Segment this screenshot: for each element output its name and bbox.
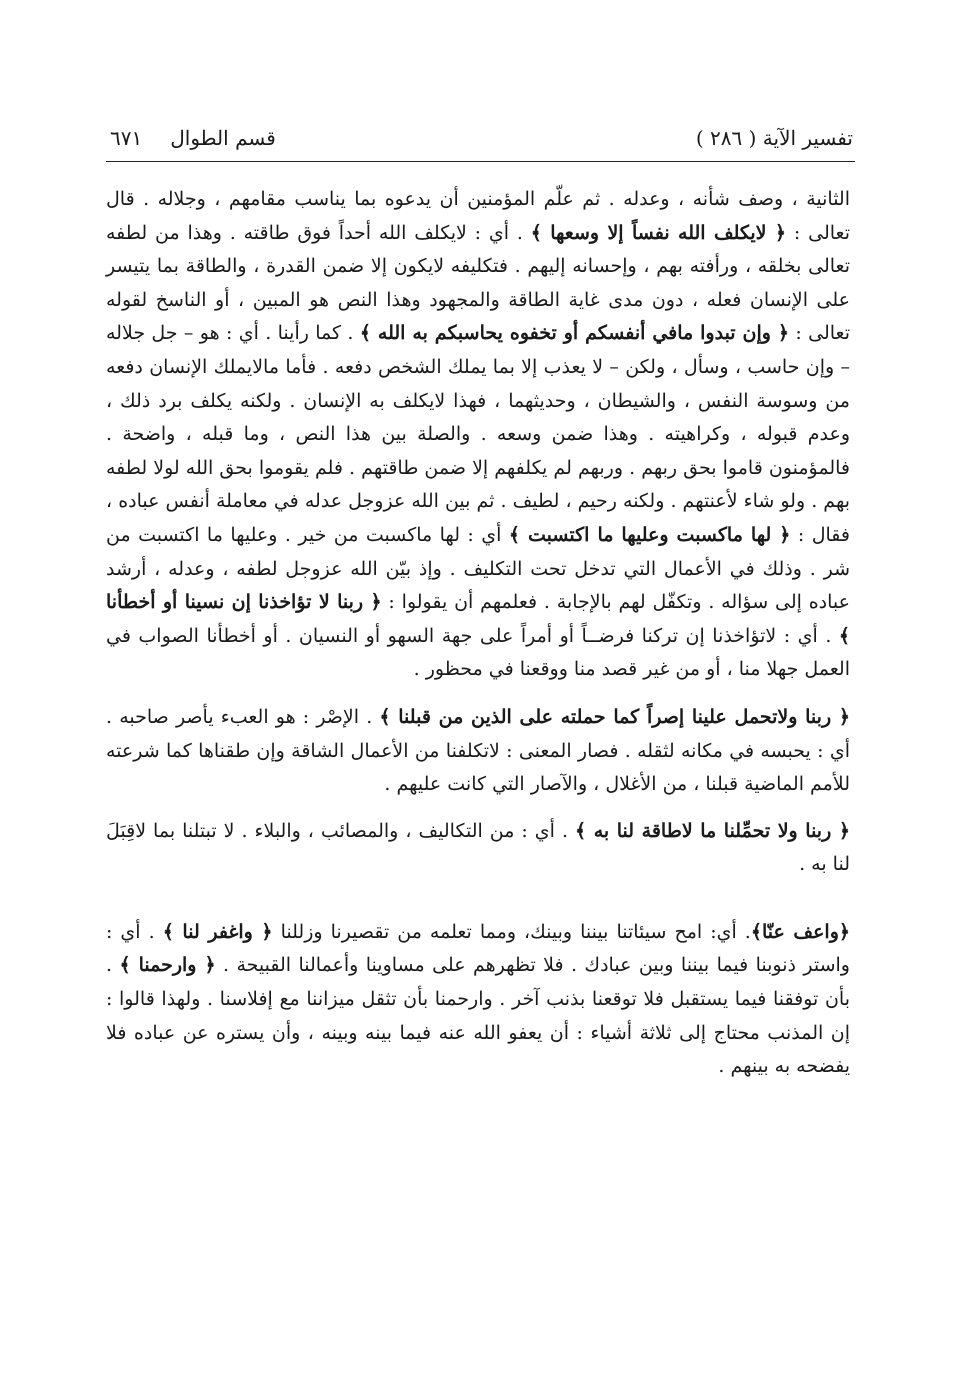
paragraph (106, 916, 850, 1084)
verse-quote: ﴿ لها ماكسبت وعليها ما اكتسبت ﴾ (508, 523, 791, 546)
commentary-text: . أي : من التكاليف ، والمصائب ، والبلاء . لا تبتلنا بما لاقِبَلَ لنا به . (106, 819, 850, 876)
paragraph (106, 701, 850, 802)
commentary-text: الثانية ، وصف شأنه ، وعدله . ثم علّم المؤمنين أن يدعوه بما يناسب مقامهم ، وجلاله . قال تعالى : (106, 188, 850, 244)
verse-quote: ﴿ ربنا لا تؤاخذنا إن نسينا أو أخطأنا ﴾ (106, 591, 850, 647)
verse-quote: ﴿ واغفر لنا ﴾ (162, 920, 273, 943)
page-number: ٦٧١ (110, 126, 143, 150)
verse-quote: ﴿ ربنا ولا تحمِّلنا ما لاطاقة لنا به ﴾ (575, 819, 850, 842)
page-header (110, 118, 853, 158)
commentary-text: . أي : لايكلف الله أحداً فوق طاقته . وهذا من لطفه تعالى بخلقه ، ورأفته بهم ، وإحسانه إليهم . فتكليفه لايكون إلا ضمن القدرة ، والطاقة بما يتيسر على الإنسان فعله ، دون مدى غاية الطاقة والمجهود وهذا النص هو المبين ، أو الناسخ لقوله تعالى : (106, 221, 850, 345)
commentary-text: أي : لها ماكسبت من خير . وعليها ما اكتسبت من شر . وذلك في الأعمال التي تدخل تحت التكليف . وإذ بيّن الله عزوجل لطفه ، وعدله ، أرشد عباده إلى سؤاله . وتكفّل لهم بالإجابة . فعلمهم أن يقولوا : (106, 523, 851, 614)
paragraph (106, 815, 850, 882)
header-rule (106, 161, 855, 162)
verse-quote: ﴿واعف عنّا﴾ (750, 920, 851, 943)
section-title: قسم الطوال (170, 126, 276, 150)
commentary-text: . بأن توفقنا فيما يستقبل فلا توقعنا بذنب آخر . وارحمنا بأن تثقل ميزاننا مع إفلاسنا . ولهذا قالوا : إن المذنب محتاج إلى ثلاثة أشياء : أن يعفو الله عنه فيما بينه وبينه ، وأن يستره عن عباده فلا يفضحه به بينهم . (106, 954, 850, 1078)
commentary-text: . أي : واستر ذنوبنا فيما بيننا وبين عبادك . فلا تظهرهم على مساوينا وأعمالنا القبيحة . (106, 920, 850, 977)
chapter-title: تفسير الآية ( ٢٨٦ ) (695, 126, 853, 150)
commentary-text: . الإصْر : هو العبء يأصر صاحبه . أي : يحبسه في مكانه لثقله . فصار المعنى : لاتكلفنا من الأعمال الشاقة وإن طقناها كما شرعته للأمم الماضية قبلنا ، من الأغلال ، والآصار التي كانت عليهم . (106, 705, 850, 796)
verse-quote: ﴿ ربنا ولاتحمل علينا إصراً كما حملته على الذين من قبلنا ﴾ (379, 705, 850, 728)
commentary-text: . أي : لاتؤاخذنا إن تركنا فرضــاً أو أمراً على جهة السهو أو النسيان . أو أخطأنا الصواب في العمل جهلا منا ، أو من غير قصد منا ووقعنا في محظور . (106, 624, 850, 681)
header-left (110, 126, 276, 150)
page-body (106, 183, 850, 1084)
verse-quote: ﴿ وإن تبدوا مافي أنفسكم أو تخفوه يحاسبكم به الله ﴾ (359, 322, 789, 345)
verse-quote: ﴿ لايكلف الله نفساً إلا وسعها ﴾ (530, 221, 787, 244)
paragraph (106, 183, 850, 687)
commentary-text: . أي: امح سيئاتنا بيننا وبينك، ومما تعلمه من تقصيرنا وزللنا (272, 920, 751, 943)
commentary-text: . كما رأينا . أي : هو – جل جلاله – وإن حاسب ، وسأل ، ولكن – لا يعذب إلا بما يملك الشخص دفعه . فأما مالايملك الإنسان دفعه من وسوسة النفس ، والشيطان ، وحديثهما ، فهذا لايكلف به الإنسان . ولكنه يكلف برد ذلك ، وعدم قبوله ، وكراهيته . وهذا ضمن وسعه . والصلة بين هذا النص ، وما قبله ، واضحة . فالمؤمنون قاموا بحق ربهم . وربهم لم يكلفهم إلا ضمن طاقتهم . فلم يقوموا بحق الله لولا لطفه بهم . ولو شاء لأعنتهم . ولكنه رحيم ، لطيف . ثم بين الله عزوجل عدله في معاملة أنفس عباده ، فقال : (106, 322, 850, 546)
verse-quote: ﴿ وارحمنا ﴾ (119, 954, 216, 977)
